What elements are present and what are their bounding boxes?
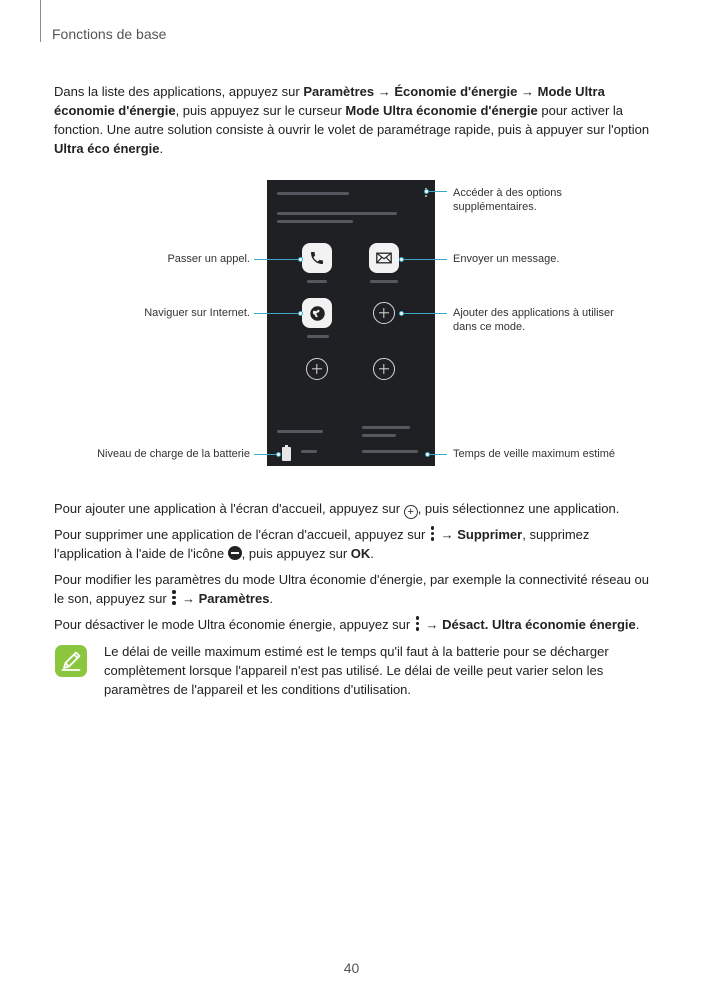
callout-line	[254, 313, 300, 314]
callout-call: Passer un appel.	[167, 253, 250, 265]
plus-icon: +	[404, 505, 418, 519]
callout-more-options: Accéder à des options supplémentaires.	[453, 187, 562, 213]
callout-marker	[276, 452, 281, 457]
phone-icon[interactable]	[302, 243, 332, 273]
callout-internet: Naviguer sur Internet.	[144, 307, 250, 319]
callout-line	[429, 191, 447, 192]
intro-paragraph: Dans la liste des applications, appuyez sur Paramètres → Économie d'énergie → Mode Ultra économie d'énergie, puis appuyez sur le curseur Mode Ultra économie d'énergie pour activer la fonction. Une autre solution consiste à ouvrir le volet de paramétrage rapide, puis à appuyer sur l'option Ultra éco énergie.	[54, 84, 650, 156]
more-options-icon	[431, 526, 435, 541]
header-divider	[40, 0, 41, 42]
add-app-icon[interactable]	[373, 358, 395, 380]
callout-line	[404, 313, 447, 314]
deactivate-paragraph: Pour désactiver le mode Ultra économie énergie, appuyez sur → Désact. Ultra économie énergie.	[54, 617, 640, 632]
phone-screenshot	[267, 180, 435, 466]
note-pencil-icon	[55, 645, 87, 677]
more-options-icon	[172, 590, 176, 605]
callout-marker	[298, 257, 303, 262]
callout-message: Envoyer un message.	[453, 253, 560, 265]
callout-add-apps: Ajouter des applications à utiliser dans ce mode.	[453, 307, 614, 333]
page-number: 40	[343, 960, 360, 976]
callout-line	[404, 259, 447, 260]
callout-battery: Niveau de charge de la batterie	[97, 448, 250, 460]
modify-settings-paragraph: Pour modifier les paramètres du mode Ultra économie d'énergie, par exemple la connectivité réseau ou le son, appuyez sur → Paramètres.	[54, 572, 650, 606]
add-app-icon[interactable]	[306, 358, 328, 380]
internet-icon[interactable]	[302, 298, 332, 328]
callout-line	[254, 259, 300, 260]
add-app-icon[interactable]	[373, 302, 395, 324]
more-options-icon	[416, 616, 420, 631]
callout-line	[254, 454, 278, 455]
callout-line	[430, 454, 447, 455]
battery-icon	[282, 447, 291, 461]
note-text: Le délai de veille maximum estimé est le temps qu'il faut à la batterie pour se décharger complètement lorsque l'appareil n'est pas utilisé. Le délai de veille peut varier selon les paramètres de l'appareil et les conditions d'utilisation.	[104, 644, 609, 697]
section-title: Fonctions de base	[52, 26, 167, 42]
add-app-paragraph: Pour ajouter une application à l'écran d'accueil, appuyez sur + , puis sélectionnez une application.	[54, 501, 620, 518]
message-icon[interactable]	[369, 243, 399, 273]
delete-app-paragraph: Pour supprimer une application de l'écran d'accueil, appuyez sur → Supprimer, supprimez l'application à l'aide de l'icône , puis appuyez sur OK.	[54, 527, 590, 561]
remove-icon	[228, 546, 242, 560]
callout-standby: Temps de veille maximum estimé	[453, 448, 615, 460]
callout-marker	[298, 311, 303, 316]
